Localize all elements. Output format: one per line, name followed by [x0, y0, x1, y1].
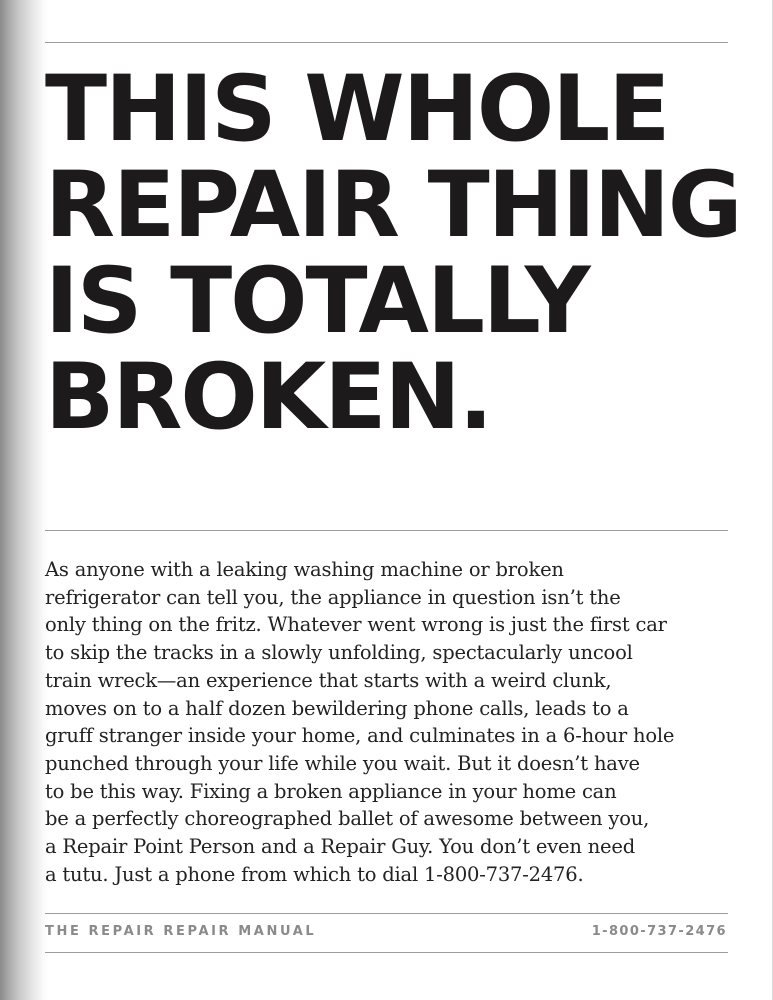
- footer-manual-title: THE REPAIR REPAIR MANUAL: [45, 924, 317, 939]
- body-line: a Repair Point Person and a Repair Guy. You don’t even need: [45, 835, 636, 859]
- body-line: As anyone with a leaking washing machine or broken: [45, 558, 564, 581]
- headline-line: REPAIR THING: [45, 153, 741, 258]
- footer-top-divider: [45, 913, 728, 914]
- page-spine-shadow: [0, 0, 48, 1000]
- headline-line: THIS WHOLE: [45, 57, 669, 162]
- headline-line: IS TOTALLY: [45, 249, 589, 354]
- headline: [45, 57, 745, 450]
- body-line: a tutu. Just a phone from which to dial 1-800-737-2476.: [45, 862, 584, 886]
- body-line: only thing on the fritz. Whatever went wrong is just the first car: [45, 613, 667, 637]
- body-line: to skip the tracks in a slowly unfolding, spectacularly uncool: [45, 641, 633, 665]
- top-divider: [45, 42, 728, 43]
- body-line: moves on to a half dozen bewildering phone calls, leads to a: [45, 696, 629, 720]
- footer-bottom-divider: [45, 952, 728, 953]
- body-line: punched through your life while you wait. But it doesn’t have: [45, 751, 640, 775]
- footer-phone-number: 1-800-737-2476: [591, 924, 727, 939]
- headline-line: BROKEN.: [45, 345, 492, 450]
- body-line: train wreck—an experience that starts with a weird clunk,: [45, 668, 612, 692]
- middle-divider: [45, 530, 728, 531]
- body-line: refrigerator can tell you, the appliance in question isn’t the: [45, 585, 621, 609]
- body-line: gruff stranger inside your home, and culminates in a 6-hour hole: [45, 724, 675, 748]
- body-paragraph: [45, 556, 735, 888]
- body-line: be a perfectly choreographed ballet of awesome between you,: [45, 807, 650, 831]
- body-line: to be this way. Fixing a broken appliance in your home can: [45, 779, 617, 803]
